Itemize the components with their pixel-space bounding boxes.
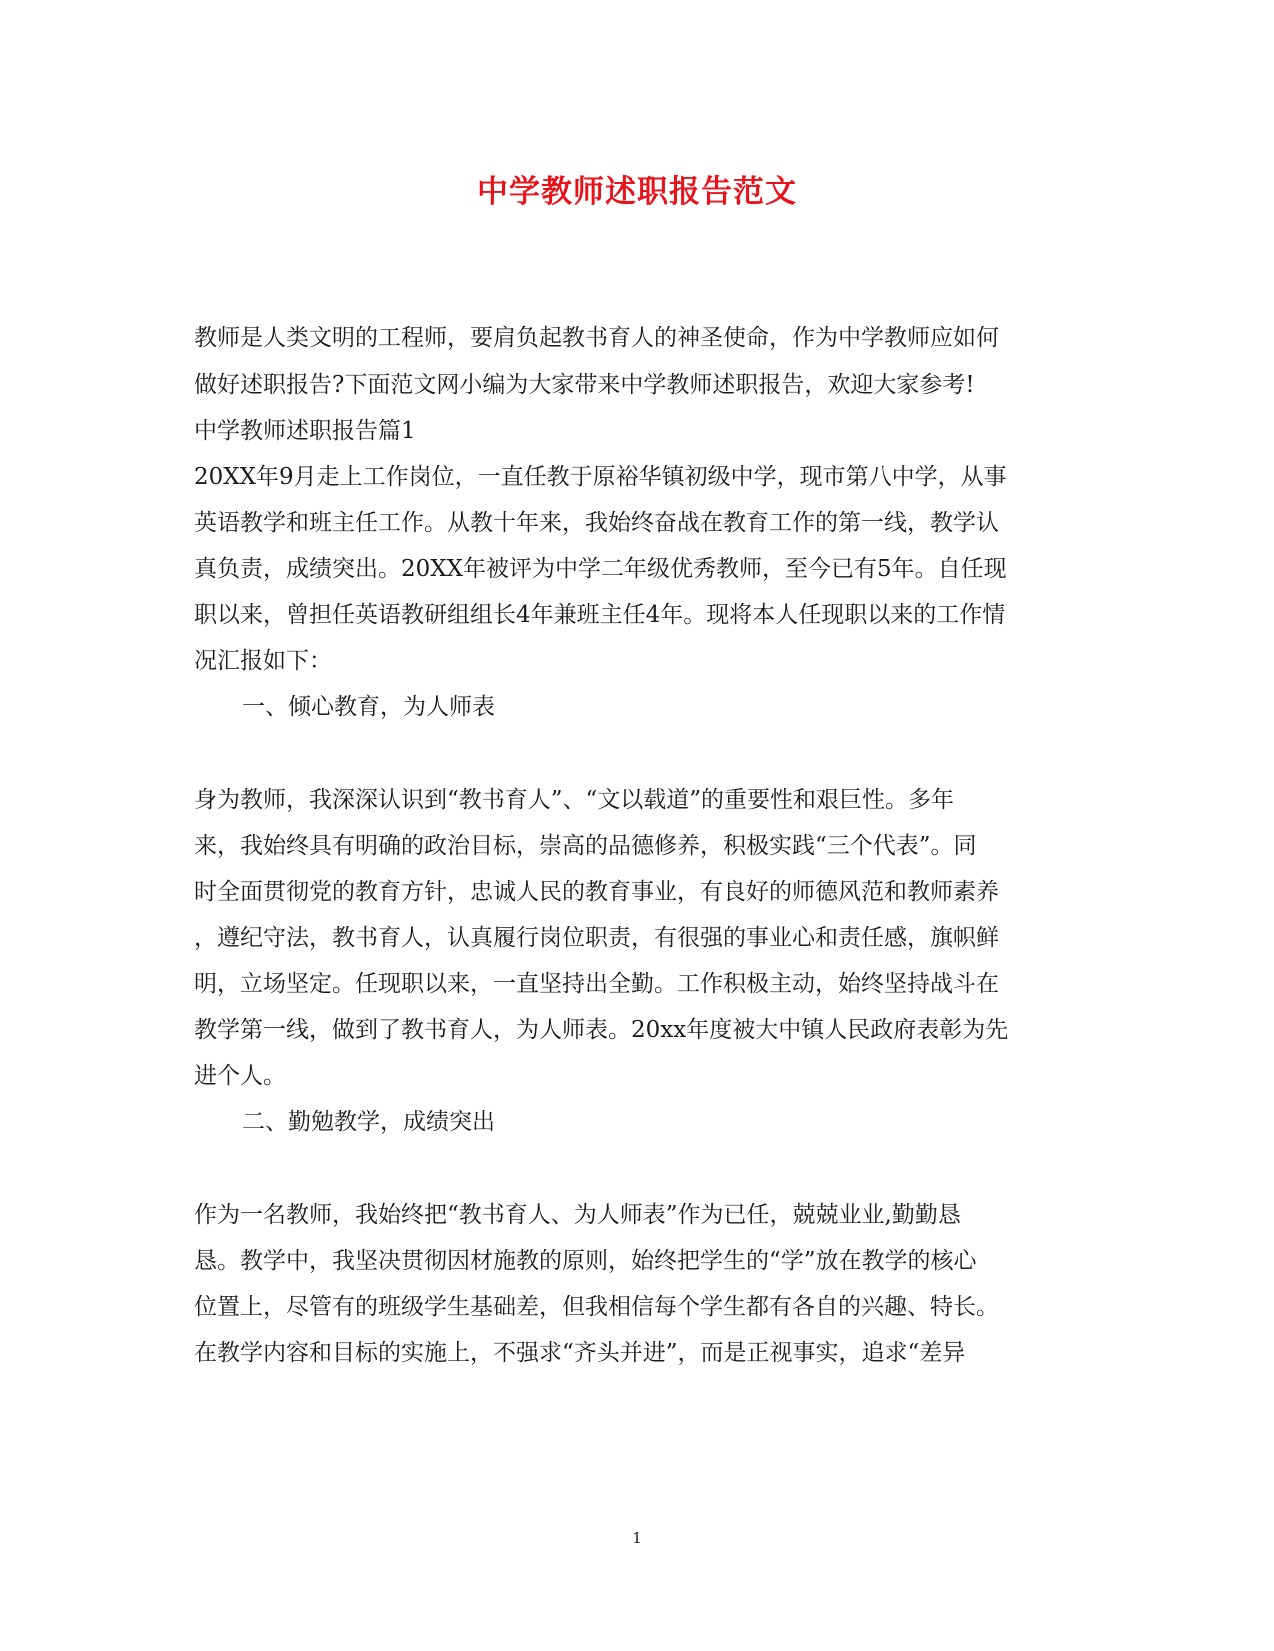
paragraph-line: 教学第一线，做到了教书育人，为人师表。20xx年度被大中镇人民政府表彰为先 (194, 1017, 1009, 1043)
paragraph-line: 在教学内容和目标的实施上，不强求“齐头并进”，而是正视事实，追求“差异 (194, 1340, 966, 1366)
paragraph-line: 身为教师，我深深认识到“教书育人”、“文以载道”的重要性和艰巨性。多年 (194, 787, 955, 813)
paragraph-line: 恳。教学中，我坚决贯彻因材施教的原则，始终把学生的“学”放在教学的核心 (194, 1248, 977, 1274)
paragraph-line: 来，我始终具有明确的政治目标，崇高的品德修养，积极实践“三个代表”。同 (194, 833, 977, 859)
paragraph-line: 时全面贯彻党的教育方针，忠诚人民的教育事业，有良好的师德风范和教师素养 (194, 879, 999, 905)
paragraph-line: 明，立场坚定。任现职以来，一直坚持出全勤。工作积极主动，始终坚持战斗在 (194, 971, 999, 997)
paragraph-line: 职以来，曾担任英语教研组组长4年兼班主任4年。现将本人任现职以来的工作情 (194, 602, 1006, 628)
document-title: 中学教师述职报告范文 (477, 174, 797, 210)
paragraph-line: 真负责，成绩突出。20XX年被评为中学二年级优秀教师，至今已有5年。自任现 (194, 556, 1007, 582)
paragraph-line: 教师是人类文明的工程师，要肩负起教书育人的神圣使命，作为中学教师应如何 (194, 325, 999, 351)
paragraph-line: 位置上，尽管有的班级学生基础差，但我相信每个学生都有各自的兴趣、特长。 (194, 1294, 999, 1320)
paragraph-line: 20XX年9月走上工作岗位，一直任教于原裕华镇初级中学，现市第八中学，从事 (194, 464, 1007, 490)
paragraph-line: ，遵纪守法，教书育人，认真履行岗位职责，有很强的事业心和责任感，旗帜鲜 (194, 925, 999, 951)
paragraph-line: 进个人。 (194, 1063, 286, 1089)
section-heading: 中学教师述职报告篇1 (194, 418, 416, 444)
paragraph-line: 做好述职报告?下面范文网小编为大家带来中学教师述职报告，欢迎大家参考! (194, 372, 975, 398)
page-number: 1 (632, 1529, 642, 1547)
paragraph-line: 况汇报如下： (194, 648, 332, 674)
subsection-heading: 二、勤勉教学，成绩突出 (242, 1109, 495, 1135)
paragraph-line: 作为一名教师，我始终把“教书育人、为人师表”作为已任，兢兢业业,勤勤恳 (194, 1202, 961, 1228)
subsection-heading: 一、倾心教育，为人师表 (242, 694, 495, 720)
paragraph-line: 英语教学和班主任工作。从教十年来，我始终奋战在教育工作的第一线，教学认 (194, 510, 999, 536)
